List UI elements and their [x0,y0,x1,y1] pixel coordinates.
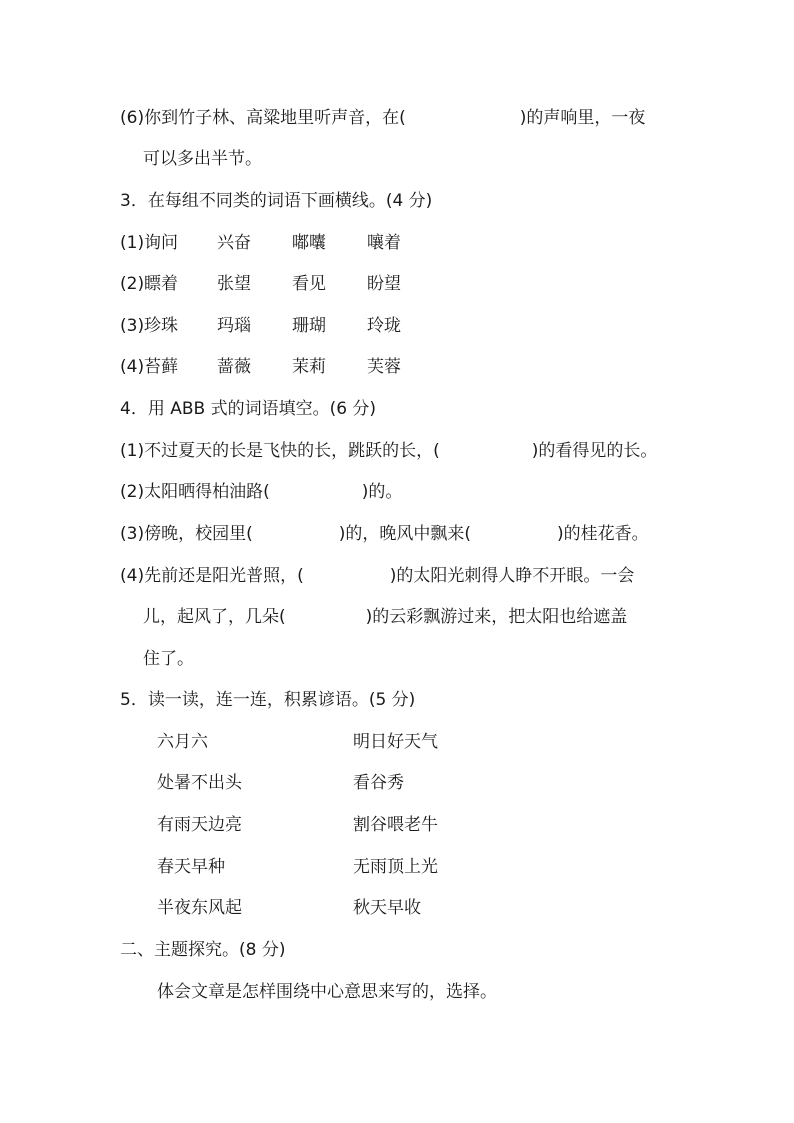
q4-item2-text-b: )的。 [361,482,403,502]
q4-title: 4．用 ABB 式的词语填空。(6 分) [120,399,377,419]
proverb-left[interactable]: 半夜东风起 [157,898,242,918]
q2-item6-text-a: (6)你到竹子林、高粱地里听声音，在( [120,108,406,128]
q4-item4-text-c: 儿，起风了，几朵( [143,607,286,627]
q4-item4-line1 [120,565,634,587]
q4-item1-text-b: )的看得见的长。 [531,441,658,461]
q4-item4-line2 [143,606,627,628]
q3-word[interactable]: 珍珠 [144,316,178,336]
proverb-left[interactable]: 处暑不出头 [157,773,242,793]
q2-item6-line2: 可以多出半节。 [143,149,262,169]
q3-word[interactable]: 茉莉 [292,357,326,377]
q2-item6-line1 [120,107,645,129]
q3-row-label: (4) [120,357,145,377]
q3-word[interactable]: 嘟囔 [292,233,326,253]
proverb-left[interactable]: 有雨天边亮 [157,815,242,835]
q4-item2 [120,481,402,503]
q4-item1 [120,440,657,462]
q3-word[interactable]: 玲珑 [367,316,401,336]
proverb-right[interactable]: 无雨顶上光 [353,857,438,877]
proverb-right[interactable]: 明日好天气 [353,732,438,752]
q4-item3-text-b: )的，晚风中飘来( [338,524,471,544]
q4-item3-text-a: (3)傍晚，校园里( [120,524,253,544]
q3-word[interactable]: 珊瑚 [292,316,326,336]
q4-item4-text-d: )的云彩飘游过来，把太阳也给遮盖 [365,607,628,627]
proverb-right[interactable]: 割谷喂老牛 [353,815,438,835]
part2-intro: 体会文章是怎样围绕中心意思来写的，选择。 [157,982,497,1002]
q3-word[interactable]: 苔藓 [144,357,178,377]
q4-item1-text-a: (1)不过夏天的长是飞快的长，跳跃的长，( [120,441,440,461]
proverb-left[interactable]: 春天早种 [157,857,225,877]
q3-word[interactable]: 蔷薇 [217,357,251,377]
q4-item3-text-c: )的桂花香。 [556,524,649,544]
q3-word[interactable]: 瞟着 [144,274,178,294]
q2-item6-text-b: )的声响里，一夜 [519,108,646,128]
proverb-right[interactable]: 秋天早收 [353,898,421,918]
q4-item4-line3: 住了。 [143,649,194,669]
q3-word[interactable]: 询问 [144,233,178,253]
q3-word[interactable]: 兴奋 [217,233,251,253]
q4-item3 [120,523,649,545]
q5-title: 5．读一读，连一连，积累谚语。(5 分) [120,690,416,710]
q3-word[interactable]: 嚷着 [367,233,401,253]
q4-item4-text-a: (4)先前还是阳光普照，( [120,566,304,586]
proverb-right[interactable]: 看谷秀 [353,773,404,793]
q3-word[interactable]: 盼望 [367,274,401,294]
q3-row-label: (2) [120,274,145,294]
q3-word[interactable]: 张望 [217,274,251,294]
q3-row-label: (3) [120,316,145,336]
proverb-left[interactable]: 六月六 [157,732,208,752]
q3-title: 3．在每组不同类的词语下画横线。(4 分) [120,191,433,211]
q3-row-label: (1) [120,233,145,253]
q3-word[interactable]: 芙蓉 [367,357,401,377]
q3-word[interactable]: 看见 [292,274,326,294]
q4-item2-text-a: (2)太阳晒得柏油路( [120,482,270,502]
q3-word[interactable]: 玛瑙 [217,316,251,336]
q4-item4-text-b: )的太阳光刺得人睁不开眼。一会 [389,566,635,586]
part2-title: 二、主题探究。(8 分) [120,940,286,960]
